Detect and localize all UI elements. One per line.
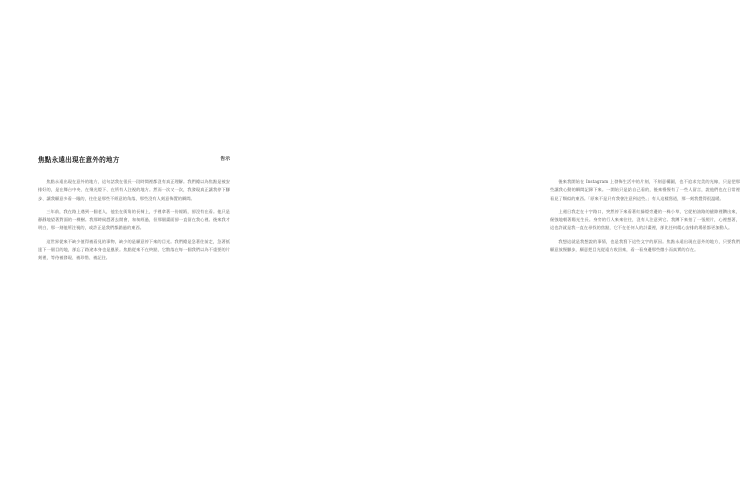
section-mark: 告示 — [220, 156, 230, 162]
right-body-text — [550, 178, 740, 259]
chapter-title: 焦點永遠出現在意外的地方 — [38, 156, 120, 164]
paragraph: 我想這就是我想說的事情，也是我寫下這些文字的原因。焦點永遠出現在意外的地方，只要我們願意放慢腳步，願意把目光從遠方收回來，看一看身邊那些微小而真實的存在。 — [550, 238, 740, 253]
paragraph: 三年前，我在路上遇到一個老人，他坐在街角的長椅上，手裡拿著一份報紙，卻沒有在看。他只是靜靜地望著對面的一棵樹。我那時候趕著去開會，匆匆經過，但那個畫面卻一直留在我心裡。後來我才明白，那一刻他所注視的，或許正是我們都錯過的東西。 — [38, 208, 230, 231]
left-page — [0, 0, 260, 500]
paragraph: 焦點永遠出現在意外的地方，這句話我在很長一段時間裡都沒有真正理解。我們總以為焦點是被安排好的，是在舞台中央、在聚光燈下、在所有人注視的地方。然而一次又一次，我發現真正讓我停下腳步、讓我願意多看一眼的，往往是那些不經意的角落，那些沒有人刻意佈置的瞬間。 — [38, 179, 230, 201]
left-body-text — [38, 178, 230, 268]
paragraph: 後來我開始在 Instagram 上發佈生活中的片刻，不刻意構圖，也不追求完美的光線，只是把那些讓我心動的瞬間記錄下來。一開始只是給自己看的，後來慢慢有了一些人留言，說他們也在日常裡看見了類似的東西。「原來不是只有我會注意到這些。」有人這樣寫道，那一刻我覺得很溫暖。 — [550, 179, 740, 201]
paragraph: 上週日我走在十字路口，突然停下來看著紅綠燈旁邊的一株小草，它從柏油路的縫隙裡鑽出來，倔強地朝著陽光生長。身旁的行人來來往往，沒有人注意到它。我蹲下來拍了一張照片，心裡想著，這也許就是我一直在尋找的焦點，它不在任何人的計畫裡，卻比任何精心安排的場景都更加動人。 — [550, 208, 740, 231]
right-page — [260, 0, 740, 500]
chapter-header — [38, 154, 230, 168]
paragraph: 這世界從來不缺少值得被看見的事物，缺少的是願意停下來的目光。我們總是急著往前走，急著抵達下一個目的地，卻忘了路途本身也是風景。焦點從來不在終點，它散落在每一個我們以為不重要的片刻裡，等待被發現、被珍惜、被記住。 — [38, 238, 230, 261]
